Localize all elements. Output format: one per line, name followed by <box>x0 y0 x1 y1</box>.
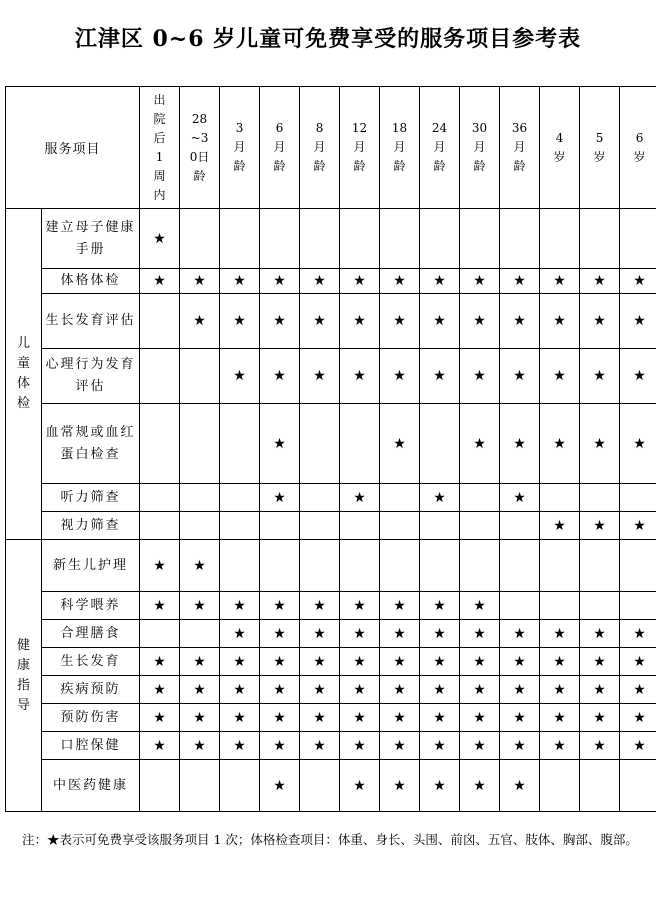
service-mark <box>380 484 420 512</box>
service-mark: ★ <box>540 648 580 676</box>
service-mark: ★ <box>220 732 260 760</box>
service-mark: ★ <box>340 676 380 704</box>
service-item: 口腔保健 <box>42 732 140 760</box>
service-mark <box>500 512 540 540</box>
service-mark <box>580 540 620 592</box>
service-mark: ★ <box>180 540 220 592</box>
service-mark: ★ <box>140 732 180 760</box>
column-header-text: 龄 <box>193 168 206 183</box>
column-header-text: 8 <box>315 121 324 135</box>
service-mark <box>180 484 220 512</box>
service-mark: ★ <box>300 620 340 648</box>
service-mark: ★ <box>260 404 300 484</box>
table-row <box>6 592 656 620</box>
service-mark <box>260 209 300 269</box>
service-mark: ★ <box>540 349 580 404</box>
service-mark: ★ <box>220 648 260 676</box>
service-mark: ★ <box>220 676 260 704</box>
table-row <box>6 404 656 484</box>
column-header-text: 1 <box>155 149 164 164</box>
column-header-text: 出 <box>153 92 166 107</box>
service-mark: ★ <box>260 294 300 349</box>
service-item: 疾病预防 <box>42 676 140 704</box>
table-row <box>6 760 656 812</box>
column-header <box>380 87 420 209</box>
service-mark: ★ <box>340 484 380 512</box>
service-mark: ★ <box>300 294 340 349</box>
service-mark: ★ <box>500 704 540 732</box>
service-mark: ★ <box>500 648 540 676</box>
service-mark <box>260 512 300 540</box>
service-item: 生长发育 <box>42 648 140 676</box>
service-mark: ★ <box>620 620 656 648</box>
service-mark: ★ <box>540 404 580 484</box>
service-mark: ★ <box>300 349 340 404</box>
service-mark: ★ <box>140 592 180 620</box>
service-mark: ★ <box>420 592 460 620</box>
service-mark: ★ <box>460 676 500 704</box>
table-row <box>6 484 656 512</box>
service-mark <box>580 484 620 512</box>
service-mark: ★ <box>580 349 620 404</box>
service-mark: ★ <box>460 349 500 404</box>
service-mark: ★ <box>260 592 300 620</box>
column-header-text: 月 <box>393 140 406 154</box>
group-label <box>6 209 42 540</box>
column-header-text: 0日 <box>189 149 210 164</box>
service-mark <box>300 484 340 512</box>
column-header-text: 岁 <box>553 149 566 164</box>
service-mark <box>500 592 540 620</box>
service-mark: ★ <box>580 294 620 349</box>
service-mark: ★ <box>300 704 340 732</box>
service-mark: ★ <box>300 648 340 676</box>
column-header-text: 龄 <box>353 159 366 173</box>
service-mark <box>420 540 460 592</box>
service-mark: ★ <box>500 620 540 648</box>
service-mark <box>620 760 656 812</box>
service-mark: ★ <box>620 676 656 704</box>
column-header-text: 月 <box>433 140 446 154</box>
column-header <box>180 87 220 209</box>
column-header-text: 3 <box>235 121 244 135</box>
column-header-text: 30 <box>471 121 488 135</box>
table-row <box>6 269 656 294</box>
service-item: 体格体检 <box>42 269 140 294</box>
service-mark: ★ <box>460 760 500 812</box>
service-mark: ★ <box>420 648 460 676</box>
service-mark: ★ <box>500 760 540 812</box>
column-header-text: 28 <box>191 111 208 126</box>
service-mark: ★ <box>300 732 340 760</box>
service-item: 视力筛查 <box>42 512 140 540</box>
service-item: 血常规或血红蛋白检查 <box>42 404 140 484</box>
group-label <box>6 540 42 812</box>
column-header-text: 龄 <box>233 159 246 173</box>
footnote: 注：★表示可免费享受该服务项目 1 次；体格检查项目：体重、身长、头围、前囟、五官、肢体、胸部、腹部。 <box>22 832 638 847</box>
column-header-text: 龄 <box>393 159 406 173</box>
service-mark <box>140 484 180 512</box>
service-mark: ★ <box>620 512 656 540</box>
service-mark: ★ <box>300 676 340 704</box>
column-header-text: 4 <box>555 130 564 145</box>
service-mark <box>140 760 180 812</box>
table-row <box>6 648 656 676</box>
service-mark <box>340 540 380 592</box>
service-mark: ★ <box>220 349 260 404</box>
table-row <box>6 676 656 704</box>
service-mark <box>580 760 620 812</box>
group-label-char: 体 <box>16 376 30 391</box>
column-header <box>540 87 580 209</box>
page-title: 江津区 0~6 岁儿童可免费享受的服务项目参考表 <box>74 26 582 52</box>
service-mark <box>140 294 180 349</box>
service-mark: ★ <box>140 704 180 732</box>
service-mark <box>340 404 380 484</box>
service-mark <box>220 404 260 484</box>
table-row <box>6 732 656 760</box>
service-mark: ★ <box>140 648 180 676</box>
service-mark: ★ <box>580 676 620 704</box>
service-mark: ★ <box>180 592 220 620</box>
service-mark <box>500 209 540 269</box>
service-mark: ★ <box>380 620 420 648</box>
service-mark <box>380 540 420 592</box>
service-mark: ★ <box>380 704 420 732</box>
service-mark: ★ <box>260 620 300 648</box>
service-mark: ★ <box>380 349 420 404</box>
service-mark: ★ <box>620 648 656 676</box>
service-mark <box>340 512 380 540</box>
service-mark <box>300 512 340 540</box>
column-header-text: 岁 <box>633 149 646 164</box>
service-mark <box>500 540 540 592</box>
column-header-text: 18 <box>391 121 408 135</box>
column-header-text: 月 <box>313 140 326 154</box>
column-header <box>260 87 300 209</box>
service-mark <box>140 620 180 648</box>
service-mark: ★ <box>580 732 620 760</box>
service-mark <box>180 512 220 540</box>
service-mark <box>620 209 656 269</box>
column-header <box>220 87 260 209</box>
service-mark: ★ <box>500 404 540 484</box>
table-row <box>6 704 656 732</box>
service-mark: ★ <box>340 349 380 404</box>
column-header-text: 后 <box>153 130 166 145</box>
group-label-char: 童 <box>16 356 30 371</box>
service-mark: ★ <box>420 349 460 404</box>
table-row <box>6 209 656 269</box>
service-mark <box>180 620 220 648</box>
service-mark: ★ <box>220 592 260 620</box>
service-mark <box>140 349 180 404</box>
service-mark: ★ <box>260 648 300 676</box>
column-header-text: 6 <box>635 130 644 145</box>
service-mark <box>420 512 460 540</box>
service-mark <box>460 209 500 269</box>
column-header-text: 龄 <box>513 159 526 173</box>
service-mark <box>620 592 656 620</box>
service-mark: ★ <box>340 648 380 676</box>
service-mark: ★ <box>540 269 580 294</box>
service-mark: ★ <box>260 704 300 732</box>
service-mark <box>460 540 500 592</box>
service-mark: ★ <box>540 732 580 760</box>
service-mark: ★ <box>620 404 656 484</box>
service-mark: ★ <box>420 294 460 349</box>
column-header-text: 内 <box>153 187 166 202</box>
service-mark <box>140 512 180 540</box>
service-mark: ★ <box>300 269 340 294</box>
group-label-char: 指 <box>16 677 30 693</box>
service-mark: ★ <box>580 512 620 540</box>
service-mark: ★ <box>140 676 180 704</box>
column-header-text: 月 <box>473 140 486 154</box>
service-mark: ★ <box>260 484 300 512</box>
service-mark: ★ <box>500 294 540 349</box>
service-mark: ★ <box>420 704 460 732</box>
service-mark: ★ <box>220 294 260 349</box>
service-item: 科学喂养 <box>42 592 140 620</box>
column-header-text: 龄 <box>433 159 446 173</box>
service-item: 建立母子健康手册 <box>42 209 140 269</box>
service-mark: ★ <box>540 512 580 540</box>
service-mark: ★ <box>300 592 340 620</box>
service-mark: ★ <box>340 592 380 620</box>
service-mark <box>220 512 260 540</box>
service-mark: ★ <box>260 269 300 294</box>
service-mark: ★ <box>460 404 500 484</box>
service-mark <box>180 209 220 269</box>
service-mark: ★ <box>340 620 380 648</box>
service-mark: ★ <box>180 676 220 704</box>
service-mark: ★ <box>380 676 420 704</box>
service-mark <box>420 404 460 484</box>
service-mark: ★ <box>260 760 300 812</box>
service-mark <box>220 540 260 592</box>
service-mark: ★ <box>180 269 220 294</box>
service-mark: ★ <box>340 269 380 294</box>
column-header-text: 月 <box>273 140 286 154</box>
service-header: 服务项目 <box>6 87 140 209</box>
service-mark: ★ <box>140 540 180 592</box>
column-header-text: 院 <box>153 111 166 126</box>
service-mark <box>300 540 340 592</box>
column-header <box>620 87 656 209</box>
service-mark <box>300 209 340 269</box>
service-mark: ★ <box>580 269 620 294</box>
service-mark <box>300 760 340 812</box>
service-mark <box>180 349 220 404</box>
group-label-char: 检 <box>16 396 30 411</box>
service-item: 新生儿护理 <box>42 540 140 592</box>
service-item: 生长发育评估 <box>42 294 140 349</box>
group-label-char: 导 <box>16 697 30 713</box>
service-item: 合理膳食 <box>42 620 140 648</box>
service-mark: ★ <box>500 676 540 704</box>
service-mark: ★ <box>620 704 656 732</box>
service-mark: ★ <box>500 349 540 404</box>
service-mark: ★ <box>420 760 460 812</box>
service-mark: ★ <box>180 704 220 732</box>
service-mark <box>220 484 260 512</box>
service-mark: ★ <box>620 269 656 294</box>
service-mark <box>420 209 460 269</box>
service-mark <box>180 404 220 484</box>
service-mark: ★ <box>620 349 656 404</box>
service-mark: ★ <box>260 732 300 760</box>
service-mark <box>140 404 180 484</box>
service-mark <box>620 484 656 512</box>
service-mark: ★ <box>580 404 620 484</box>
service-item: 中医药健康 <box>42 760 140 812</box>
column-header-text: 6 <box>275 121 284 135</box>
service-mark: ★ <box>140 209 180 269</box>
column-header-text: 月 <box>513 140 526 154</box>
service-mark: ★ <box>580 704 620 732</box>
service-mark: ★ <box>380 760 420 812</box>
service-mark <box>540 540 580 592</box>
column-header-text: 岁 <box>593 149 606 164</box>
service-mark: ★ <box>500 269 540 294</box>
service-mark <box>540 209 580 269</box>
service-mark: ★ <box>620 294 656 349</box>
service-mark: ★ <box>580 648 620 676</box>
service-mark: ★ <box>460 294 500 349</box>
column-header <box>420 87 460 209</box>
column-header <box>340 87 380 209</box>
service-mark: ★ <box>420 484 460 512</box>
service-mark <box>340 209 380 269</box>
service-mark: ★ <box>180 732 220 760</box>
table-row <box>6 349 656 404</box>
service-mark <box>580 592 620 620</box>
service-mark: ★ <box>620 732 656 760</box>
service-mark: ★ <box>460 620 500 648</box>
service-mark: ★ <box>140 269 180 294</box>
table-row <box>6 512 656 540</box>
service-mark: ★ <box>340 704 380 732</box>
service-mark: ★ <box>460 732 500 760</box>
service-mark: ★ <box>340 732 380 760</box>
service-mark: ★ <box>540 704 580 732</box>
column-header-text: ~3 <box>190 130 209 145</box>
column-header <box>300 87 340 209</box>
service-mark <box>260 540 300 592</box>
service-mark: ★ <box>540 676 580 704</box>
service-mark: ★ <box>380 648 420 676</box>
service-mark <box>540 592 580 620</box>
service-mark <box>180 760 220 812</box>
column-header-text: 周 <box>153 168 166 183</box>
service-mark: ★ <box>340 760 380 812</box>
group-label-char: 康 <box>16 657 30 673</box>
service-mark <box>460 484 500 512</box>
service-mark: ★ <box>220 269 260 294</box>
service-mark <box>380 209 420 269</box>
table-row <box>6 294 656 349</box>
service-item: 预防伤害 <box>42 704 140 732</box>
service-mark: ★ <box>260 676 300 704</box>
service-mark: ★ <box>180 294 220 349</box>
group-label-char: 儿 <box>16 336 30 351</box>
service-mark: ★ <box>420 269 460 294</box>
column-header-text: 月 <box>233 140 246 154</box>
service-mark: ★ <box>540 294 580 349</box>
service-mark <box>620 540 656 592</box>
service-mark: ★ <box>180 648 220 676</box>
service-mark <box>380 512 420 540</box>
service-mark: ★ <box>220 620 260 648</box>
service-mark: ★ <box>380 294 420 349</box>
service-mark: ★ <box>500 484 540 512</box>
service-mark: ★ <box>460 704 500 732</box>
service-mark <box>540 484 580 512</box>
service-mark: ★ <box>460 269 500 294</box>
column-header <box>580 87 620 209</box>
column-header-text: 龄 <box>473 159 486 173</box>
service-item: 听力筛查 <box>42 484 140 512</box>
service-mark: ★ <box>500 732 540 760</box>
service-mark <box>460 512 500 540</box>
service-mark: ★ <box>540 620 580 648</box>
service-mark: ★ <box>380 269 420 294</box>
table-row <box>6 540 656 592</box>
column-header-text: 5 <box>595 130 604 145</box>
service-mark: ★ <box>220 704 260 732</box>
service-mark: ★ <box>380 592 420 620</box>
service-mark: ★ <box>380 732 420 760</box>
service-mark: ★ <box>420 620 460 648</box>
service-mark: ★ <box>420 732 460 760</box>
service-mark <box>540 760 580 812</box>
column-header-text: 36 <box>511 121 528 135</box>
column-header-text: 24 <box>431 121 448 135</box>
service-mark: ★ <box>420 676 460 704</box>
column-header <box>140 87 180 209</box>
service-item: 心理行为发育评估 <box>42 349 140 404</box>
service-mark: ★ <box>460 592 500 620</box>
column-header <box>460 87 500 209</box>
group-label-char: 健 <box>16 637 30 653</box>
service-mark: ★ <box>340 294 380 349</box>
table-row <box>6 620 656 648</box>
column-header <box>500 87 540 209</box>
service-mark <box>220 209 260 269</box>
column-header-text: 月 <box>353 140 366 154</box>
service-mark <box>300 404 340 484</box>
service-mark <box>580 209 620 269</box>
column-header-text: 12 <box>351 121 368 135</box>
service-mark: ★ <box>260 349 300 404</box>
column-header-text: 龄 <box>313 159 326 173</box>
service-mark <box>220 760 260 812</box>
service-mark: ★ <box>380 404 420 484</box>
service-table <box>5 86 656 812</box>
service-mark: ★ <box>580 620 620 648</box>
column-header-text: 龄 <box>273 159 286 173</box>
service-mark: ★ <box>460 648 500 676</box>
